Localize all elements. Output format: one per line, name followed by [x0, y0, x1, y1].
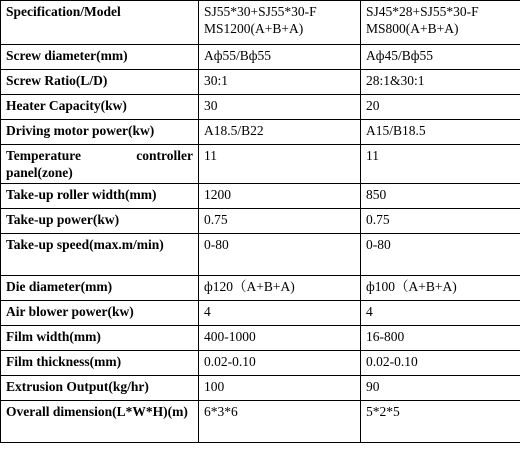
- row-label: Driving motor power(kw): [1, 120, 199, 145]
- cell-ms1200: 1200: [199, 184, 361, 209]
- row-label: Screw Ratio(L/D): [1, 70, 199, 95]
- cell-ms1200: A18.5/B22: [199, 120, 361, 145]
- row-label: Screw diameter(mm): [1, 45, 199, 70]
- cell-ms800: 4: [361, 301, 520, 326]
- table-row: [1, 95, 520, 120]
- cell-ms1200: Aф55/Bф55: [199, 45, 361, 70]
- row-label: Heater Capacity(kw): [1, 95, 199, 120]
- header-model-ms800: SJ45*28+SJ55*30-F MS800(A+B+A): [361, 1, 520, 45]
- cell-ms1200: 30: [199, 95, 361, 120]
- cell-ms800: Aф45/Bф55: [361, 45, 520, 70]
- cell-ms1200: 4: [199, 301, 361, 326]
- table-row: [1, 301, 520, 326]
- cell-ms800: 850: [361, 184, 520, 209]
- cell-ms800: 0.02-0.10: [361, 351, 520, 376]
- header-model-ms1200: SJ55*30+SJ55*30-F MS1200(A+B+A): [199, 1, 361, 45]
- cell-ms800: 0.75: [361, 209, 520, 234]
- cell-ms800: 11: [361, 145, 520, 184]
- cell-ms800: 20: [361, 95, 520, 120]
- cell-ms800: ф100（A+B+A): [361, 276, 520, 301]
- row-label: Temperature controller panel(zone): [1, 145, 199, 184]
- row-label: Overall dimension(L*W*H)(m): [1, 401, 199, 443]
- cell-ms800: 0-80: [361, 234, 520, 276]
- table-row: [1, 401, 520, 443]
- table-row: [1, 145, 520, 184]
- table-row: [1, 70, 520, 95]
- table-row: [1, 234, 520, 276]
- table-row: [1, 120, 520, 145]
- cell-ms1200: 0.75: [199, 209, 361, 234]
- cell-ms800: 28:1&30:1: [361, 70, 520, 95]
- cell-ms800: 5*2*5: [361, 401, 520, 443]
- cell-ms800: 16-800: [361, 326, 520, 351]
- row-label: Film thickness(mm): [1, 351, 199, 376]
- cell-ms1200: 11: [199, 145, 361, 184]
- cell-ms800: 90: [361, 376, 520, 401]
- table-row: [1, 376, 520, 401]
- table-row: [1, 184, 520, 209]
- row-label: Die diameter(mm): [1, 276, 199, 301]
- row-label: Take-up power(kw): [1, 209, 199, 234]
- row-label: Film width(mm): [1, 326, 199, 351]
- cell-ms1200: 400-1000: [199, 326, 361, 351]
- table-row: [1, 209, 520, 234]
- cell-ms1200: ф120（A+B+A): [199, 276, 361, 301]
- header-specification-model: Specification/Model: [1, 1, 199, 45]
- cell-ms1200: 100: [199, 376, 361, 401]
- cell-ms1200: 30:1: [199, 70, 361, 95]
- table-header-row: [1, 1, 520, 45]
- table-row: [1, 326, 520, 351]
- cell-ms800: A15/B18.5: [361, 120, 520, 145]
- table-row: [1, 351, 520, 376]
- cell-ms1200: 0.02-0.10: [199, 351, 361, 376]
- cell-ms1200: 6*3*6: [199, 401, 361, 443]
- table-row: [1, 276, 520, 301]
- row-label: Take-up roller width(mm): [1, 184, 199, 209]
- row-label: Extrusion Output(kg/hr): [1, 376, 199, 401]
- table-row: [1, 45, 520, 70]
- row-label: Take-up speed(max.m/min): [1, 234, 199, 276]
- row-label: Air blower power(kw): [1, 301, 199, 326]
- cell-ms1200: 0-80: [199, 234, 361, 276]
